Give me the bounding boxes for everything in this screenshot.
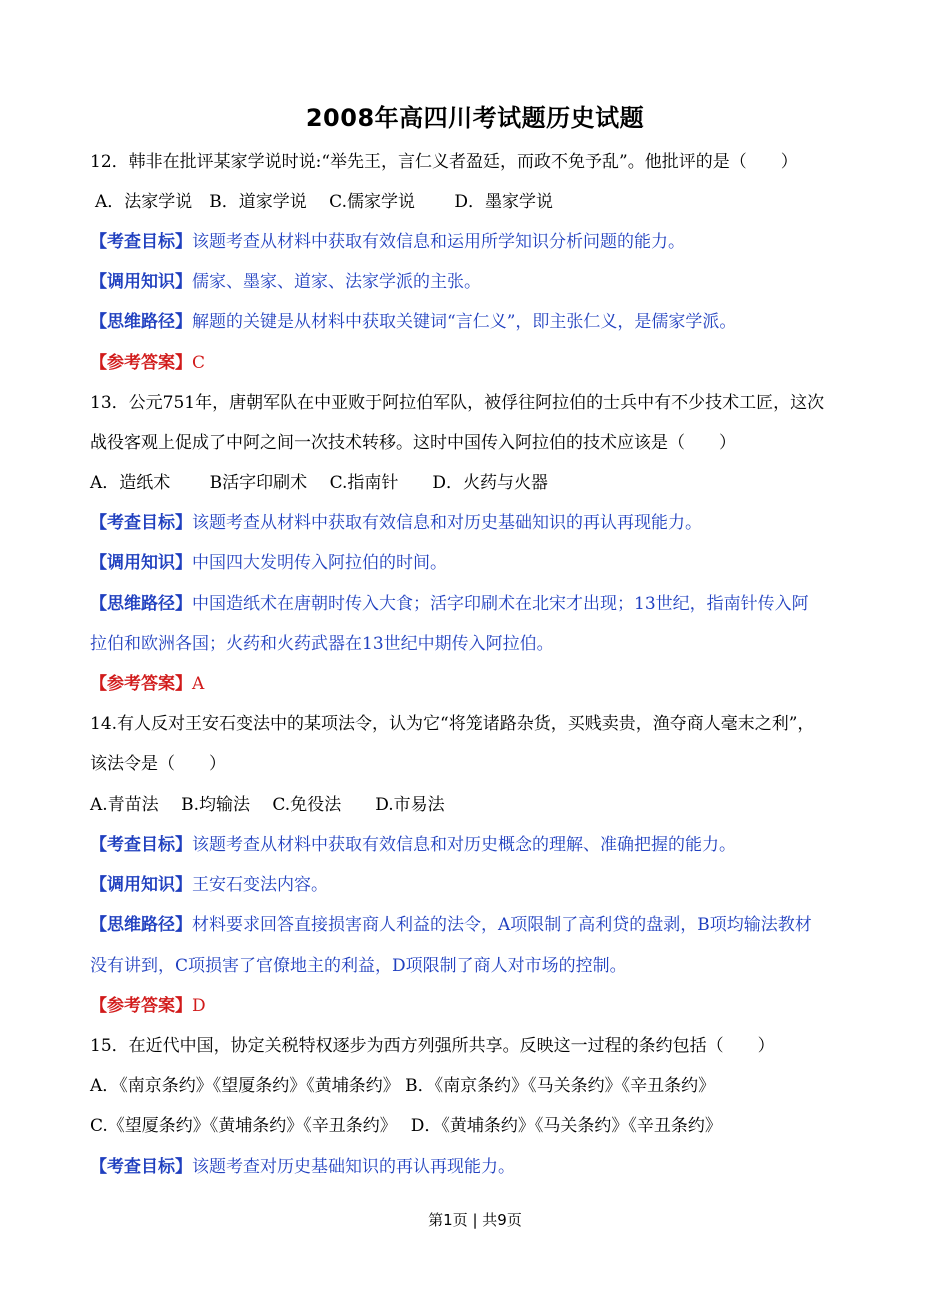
path-text-line-1: 中国造纸术在唐朝时传入大食；活字印刷术在北宋才出现；13世纪，指南针传入阿 (192, 594, 809, 614)
question-14-path (90, 914, 812, 936)
question-14-answer (90, 995, 206, 1017)
goal-text: 该题考查从材料中获取有效信息和对历史基础知识的再认再现能力。 (192, 513, 702, 533)
question-12-knowledge (90, 271, 481, 293)
goal-text: 该题考查对历史基础知识的再认再现能力。 (192, 1157, 515, 1177)
answer-value: C (192, 353, 206, 373)
question-13-stem-line-1: 13．公元751年，唐朝军队在中亚败于阿拉伯军队，被俘往阿拉伯的士兵中有不少技术工匠，这次 (90, 393, 825, 413)
knowledge-text: 王安石变法内容。 (192, 875, 328, 895)
question-12-answer (90, 352, 205, 374)
question-12-options: A．法家学说 B．道家学说 C.儒家学说 D．墨家学说 (95, 192, 554, 212)
question-14-goal (90, 834, 736, 856)
document-title: 2008年高四川考试题历史试题 (305, 104, 645, 132)
question-15-goal (90, 1156, 515, 1178)
question-13-stem-line-2: 战役客观上促成了中阿之间一次技术转移。这时中国传入阿拉伯的技术应该是（ ） (90, 433, 736, 453)
goal-label: 【考查目标】 (90, 232, 192, 252)
question-15-options-line-1: A．《南京条约》《望厦条约》《黄埔条约》 B．《南京条约》《马关条约》《辛丑条约》 (90, 1076, 716, 1096)
question-14-knowledge (90, 874, 328, 896)
answer-value: D (192, 996, 206, 1016)
answer-label: 【参考答案】 (90, 674, 192, 694)
question-14-stem-line-1: 14.有人反对王安石变法中的某项法令，认为它“将笼诸路杂货，买贱卖贵，渔夺商人毫末之利”， (90, 714, 815, 734)
path-label: 【思维路径】 (90, 915, 192, 935)
goal-label: 【考查目标】 (90, 835, 192, 855)
page-footer: 第1页 | 共9页 (428, 1211, 522, 1229)
question-14-stem-line-2: 该法令是（ ） (90, 754, 226, 774)
question-15-stem: 15．在近代中国，协定关税特权逐步为西方列强所共享。反映这一过程的条约包括（ ） (90, 1036, 775, 1056)
question-14-path-line-2: 没有讲到，C项损害了官僚地主的利益，D项限制了商人对市场的控制。 (90, 956, 627, 976)
goal-text: 该题考查从材料中获取有效信息和对历史概念的理解、准确把握的能力。 (192, 835, 736, 855)
question-15-options-line-2: C.《望厦条约》《黄埔条约》《辛丑条约》 D．《黄埔条约》《马关条约》《辛丑条约》 (90, 1116, 722, 1136)
question-12-path (90, 311, 736, 333)
path-text-line-1: 材料要求回答直接损害商人利益的法令，A项限制了高利贷的盘剥，B项均输法教材 (192, 915, 812, 935)
path-label: 【思维路径】 (90, 312, 192, 332)
goal-label: 【考查目标】 (90, 1157, 192, 1177)
path-label: 【思维路径】 (90, 594, 192, 614)
goal-label: 【考查目标】 (90, 513, 192, 533)
question-13-path-line-2: 拉伯和欧洲各国；火药和火药武器在13世纪中期传入阿拉伯。 (90, 634, 554, 654)
answer-label: 【参考答案】 (90, 353, 192, 373)
question-13-goal (90, 512, 702, 534)
question-14-options: A.青苗法 B.均输法 C.免役法 D.市易法 (90, 795, 445, 815)
question-13-path (90, 593, 809, 615)
knowledge-text: 儒家、墨家、道家、法家学派的主张。 (192, 272, 481, 292)
question-12-goal (90, 231, 685, 253)
path-text: 解题的关键是从材料中获取关键词“言仁义”，即主张仁义，是儒家学派。 (192, 312, 737, 332)
goal-text: 该题考查从材料中获取有效信息和运用所学知识分析问题的能力。 (192, 232, 685, 252)
question-12-stem: 12．韩非在批评某家学说时说:“举先王，言仁义者盈廷，而政不免予乱”。他批评的是（ ） (90, 152, 798, 172)
answer-value: A (192, 674, 205, 694)
knowledge-label: 【调用知识】 (90, 875, 192, 895)
question-13-knowledge (90, 552, 447, 574)
knowledge-text: 中国四大发明传入阿拉伯的时间。 (192, 553, 447, 573)
knowledge-label: 【调用知识】 (90, 553, 192, 573)
knowledge-label: 【调用知识】 (90, 272, 192, 292)
answer-label: 【参考答案】 (90, 996, 192, 1016)
question-13-options: A．造纸术 B活字印刷术 C.指南针 D．火药与火器 (90, 473, 549, 493)
question-13-answer (90, 673, 204, 695)
